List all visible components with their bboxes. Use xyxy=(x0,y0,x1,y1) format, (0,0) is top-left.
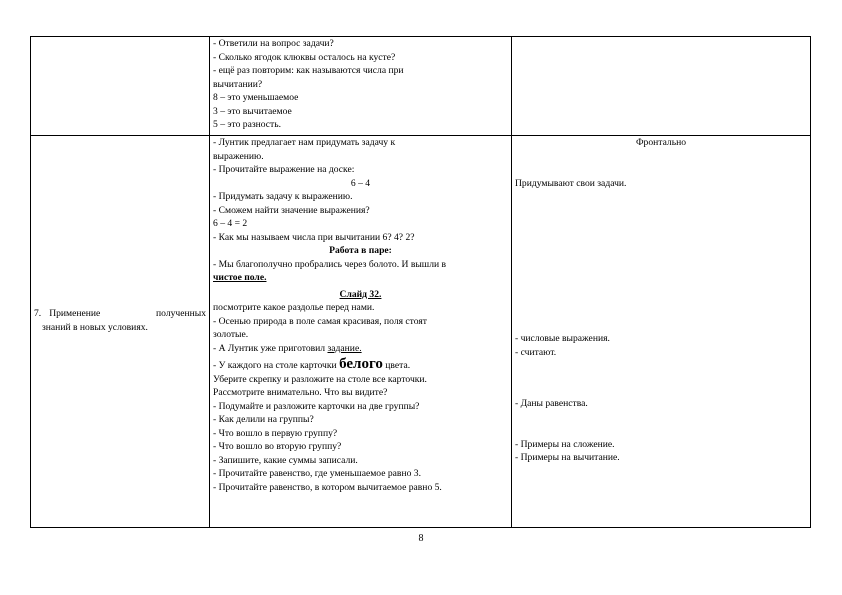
table-row xyxy=(31,37,811,136)
stage-title-line: знаний в новых условиях. xyxy=(42,321,148,333)
text-line: - Придумать задачу к выражению. xyxy=(213,191,353,202)
text-line: - Мы благополучно пробрались через болото. И вышли в xyxy=(213,258,447,270)
text-line: вычитании? xyxy=(213,78,263,90)
text-line: - Лунтик предлагает нам придумать задачу к xyxy=(213,137,396,148)
stage-cell xyxy=(31,136,210,528)
student-response: - считают. xyxy=(515,346,557,358)
text-line: - Прочитайте выражение на доске: xyxy=(213,164,355,175)
text-line xyxy=(213,358,508,373)
stage-word: Применение xyxy=(49,308,101,319)
stage-title-line xyxy=(34,307,206,321)
text-line: - Как делили на группы? xyxy=(213,414,314,425)
text-line: - Что вошло во вторую группу? xyxy=(213,441,342,452)
text-line: - Сколько ягодок клюквы осталось на кусте? xyxy=(213,51,396,63)
text-line: - Как мы называем числа при вычитании 6? 4? 2? xyxy=(213,231,415,243)
text-line: - Подумайте и разложите карточки на две группы? xyxy=(213,400,420,412)
student-response: - Примеры на сложение. xyxy=(515,438,615,450)
text-line: - ещё раз повторим: как называются числа при xyxy=(213,65,404,76)
expression-line: 6 – 4 = 2 xyxy=(213,218,248,229)
slide-heading: Слайд 32. xyxy=(339,288,382,300)
student-response: - Даны равенства. xyxy=(515,398,588,409)
text-line: - Сможем найти значение выражения? xyxy=(213,204,370,216)
text-span: - А Лунтик уже приготовил xyxy=(213,342,328,354)
stage-word: полученных xyxy=(156,308,206,319)
student-activity-cell xyxy=(512,136,811,528)
text-line: - Прочитайте равенство, в котором вычитаемое равно 5. xyxy=(213,481,442,493)
emphasis-word: белого xyxy=(339,356,383,372)
text-line: посмотрите какое раздолье перед нами. xyxy=(213,302,375,313)
text-line: - Ответили на вопрос задачи? xyxy=(213,38,334,49)
text-line: выражению. xyxy=(213,150,264,162)
underlined-word: задание. xyxy=(327,342,362,354)
student-activity-cell xyxy=(512,37,811,136)
text-line: 8 – это уменьшаемое xyxy=(213,92,299,103)
teacher-activity-cell xyxy=(210,37,512,136)
page-number: 8 xyxy=(418,533,424,544)
table-row xyxy=(31,136,811,528)
lesson-plan-table xyxy=(30,36,811,528)
teacher-activity-cell xyxy=(210,136,512,528)
text-line: Уберите скрепку и разложите на столе все карточки. xyxy=(213,373,427,385)
text-line: 3 – это вычитаемое xyxy=(213,105,292,117)
text-line: золотые. xyxy=(213,329,249,340)
text-line: - Запишите, какие суммы записали. xyxy=(213,454,358,466)
text-line: Рассмотрите внимательно. Что вы видите? xyxy=(213,387,388,398)
work-form: Фронтально xyxy=(635,137,687,148)
text-span: - У каждого на столе карточки xyxy=(213,360,340,371)
text-line: 5 – это разность. xyxy=(213,119,282,130)
text-line: - Что вошло в первую группу? xyxy=(213,427,338,439)
student-response: Придумывают свои задачи. xyxy=(515,177,627,189)
student-response: - Примеры на вычитание. xyxy=(515,452,620,463)
expression-line: 6 – 4 xyxy=(350,177,371,189)
emphasis-line: чистое поле. xyxy=(213,272,267,283)
text-line: - Осенью природа в поле самая красивая, поля стоят xyxy=(213,315,427,327)
student-response: - числовые выражения. xyxy=(515,333,610,344)
stage-cell xyxy=(31,37,210,136)
text-line: - Прочитайте равенство, где уменьшаемое равно 3. xyxy=(213,468,421,479)
stage-number: 7. xyxy=(34,308,42,319)
text-line xyxy=(213,342,508,356)
section-heading: Работа в паре: xyxy=(329,245,392,256)
text-span: цвета. xyxy=(382,360,411,371)
